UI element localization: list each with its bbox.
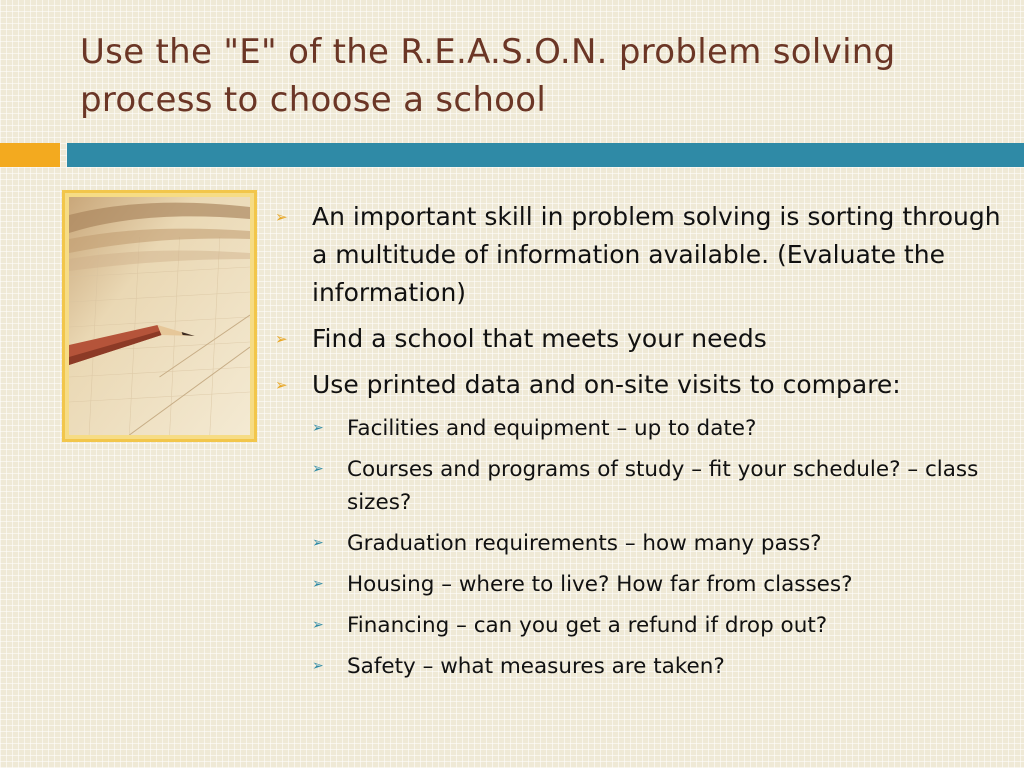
bullet-content xyxy=(275,198,1005,691)
arrow-bullet-icon: ➢ xyxy=(312,535,324,551)
sub-bullet-text: Housing – where to live? How far from classes? xyxy=(347,572,853,597)
bullet-text: Use printed data and on-site visits to compare: xyxy=(312,370,901,399)
sub-list-item xyxy=(312,453,1005,519)
accent-bar-teal xyxy=(67,143,1024,167)
bullet-text: An important skill in problem solving is sorting through a multitude of information available. (Evaluate the information) xyxy=(312,202,1001,307)
arrow-bullet-icon: ➢ xyxy=(312,658,324,674)
sub-bullet-text: Safety – what measures are taken? xyxy=(347,654,725,679)
arrow-bullet-icon: ➢ xyxy=(312,461,324,477)
arrow-bullet-icon: ➢ xyxy=(312,420,324,436)
sub-list-item xyxy=(312,568,1005,601)
bullet-text: Find a school that meets your needs xyxy=(312,324,767,353)
list-item xyxy=(275,320,1005,358)
arrow-bullet-icon: ➢ xyxy=(312,576,324,592)
arrow-bullet-icon: ➢ xyxy=(312,617,324,633)
accent-bar-orange xyxy=(0,143,60,167)
arrow-bullet-icon: ➢ xyxy=(275,330,288,348)
arrow-bullet-icon: ➢ xyxy=(275,376,288,394)
sub-list-item xyxy=(312,412,1005,445)
list-item xyxy=(275,198,1005,312)
bullet-list xyxy=(275,198,1005,404)
sub-bullet-text: Financing – can you get a refund if drop out? xyxy=(347,613,828,638)
sub-list-item xyxy=(312,527,1005,560)
pencil-photo-frame xyxy=(62,190,257,442)
pencil-on-paper-icon xyxy=(69,197,250,435)
list-item xyxy=(275,366,1005,404)
slide-title: Use the "E" of the R.E.A.S.O.N. problem solving process to choose a school xyxy=(80,32,896,120)
sub-bullet-text: Graduation requirements – how many pass? xyxy=(347,531,822,556)
sub-list-item xyxy=(312,650,1005,683)
sub-bullet-text: Facilities and equipment – up to date? xyxy=(347,416,757,441)
arrow-bullet-icon: ➢ xyxy=(275,208,288,226)
sub-list-item xyxy=(312,609,1005,642)
sub-bullet-list xyxy=(312,412,1005,683)
sub-bullet-text: Courses and programs of study – fit your schedule? – class sizes? xyxy=(347,457,979,515)
